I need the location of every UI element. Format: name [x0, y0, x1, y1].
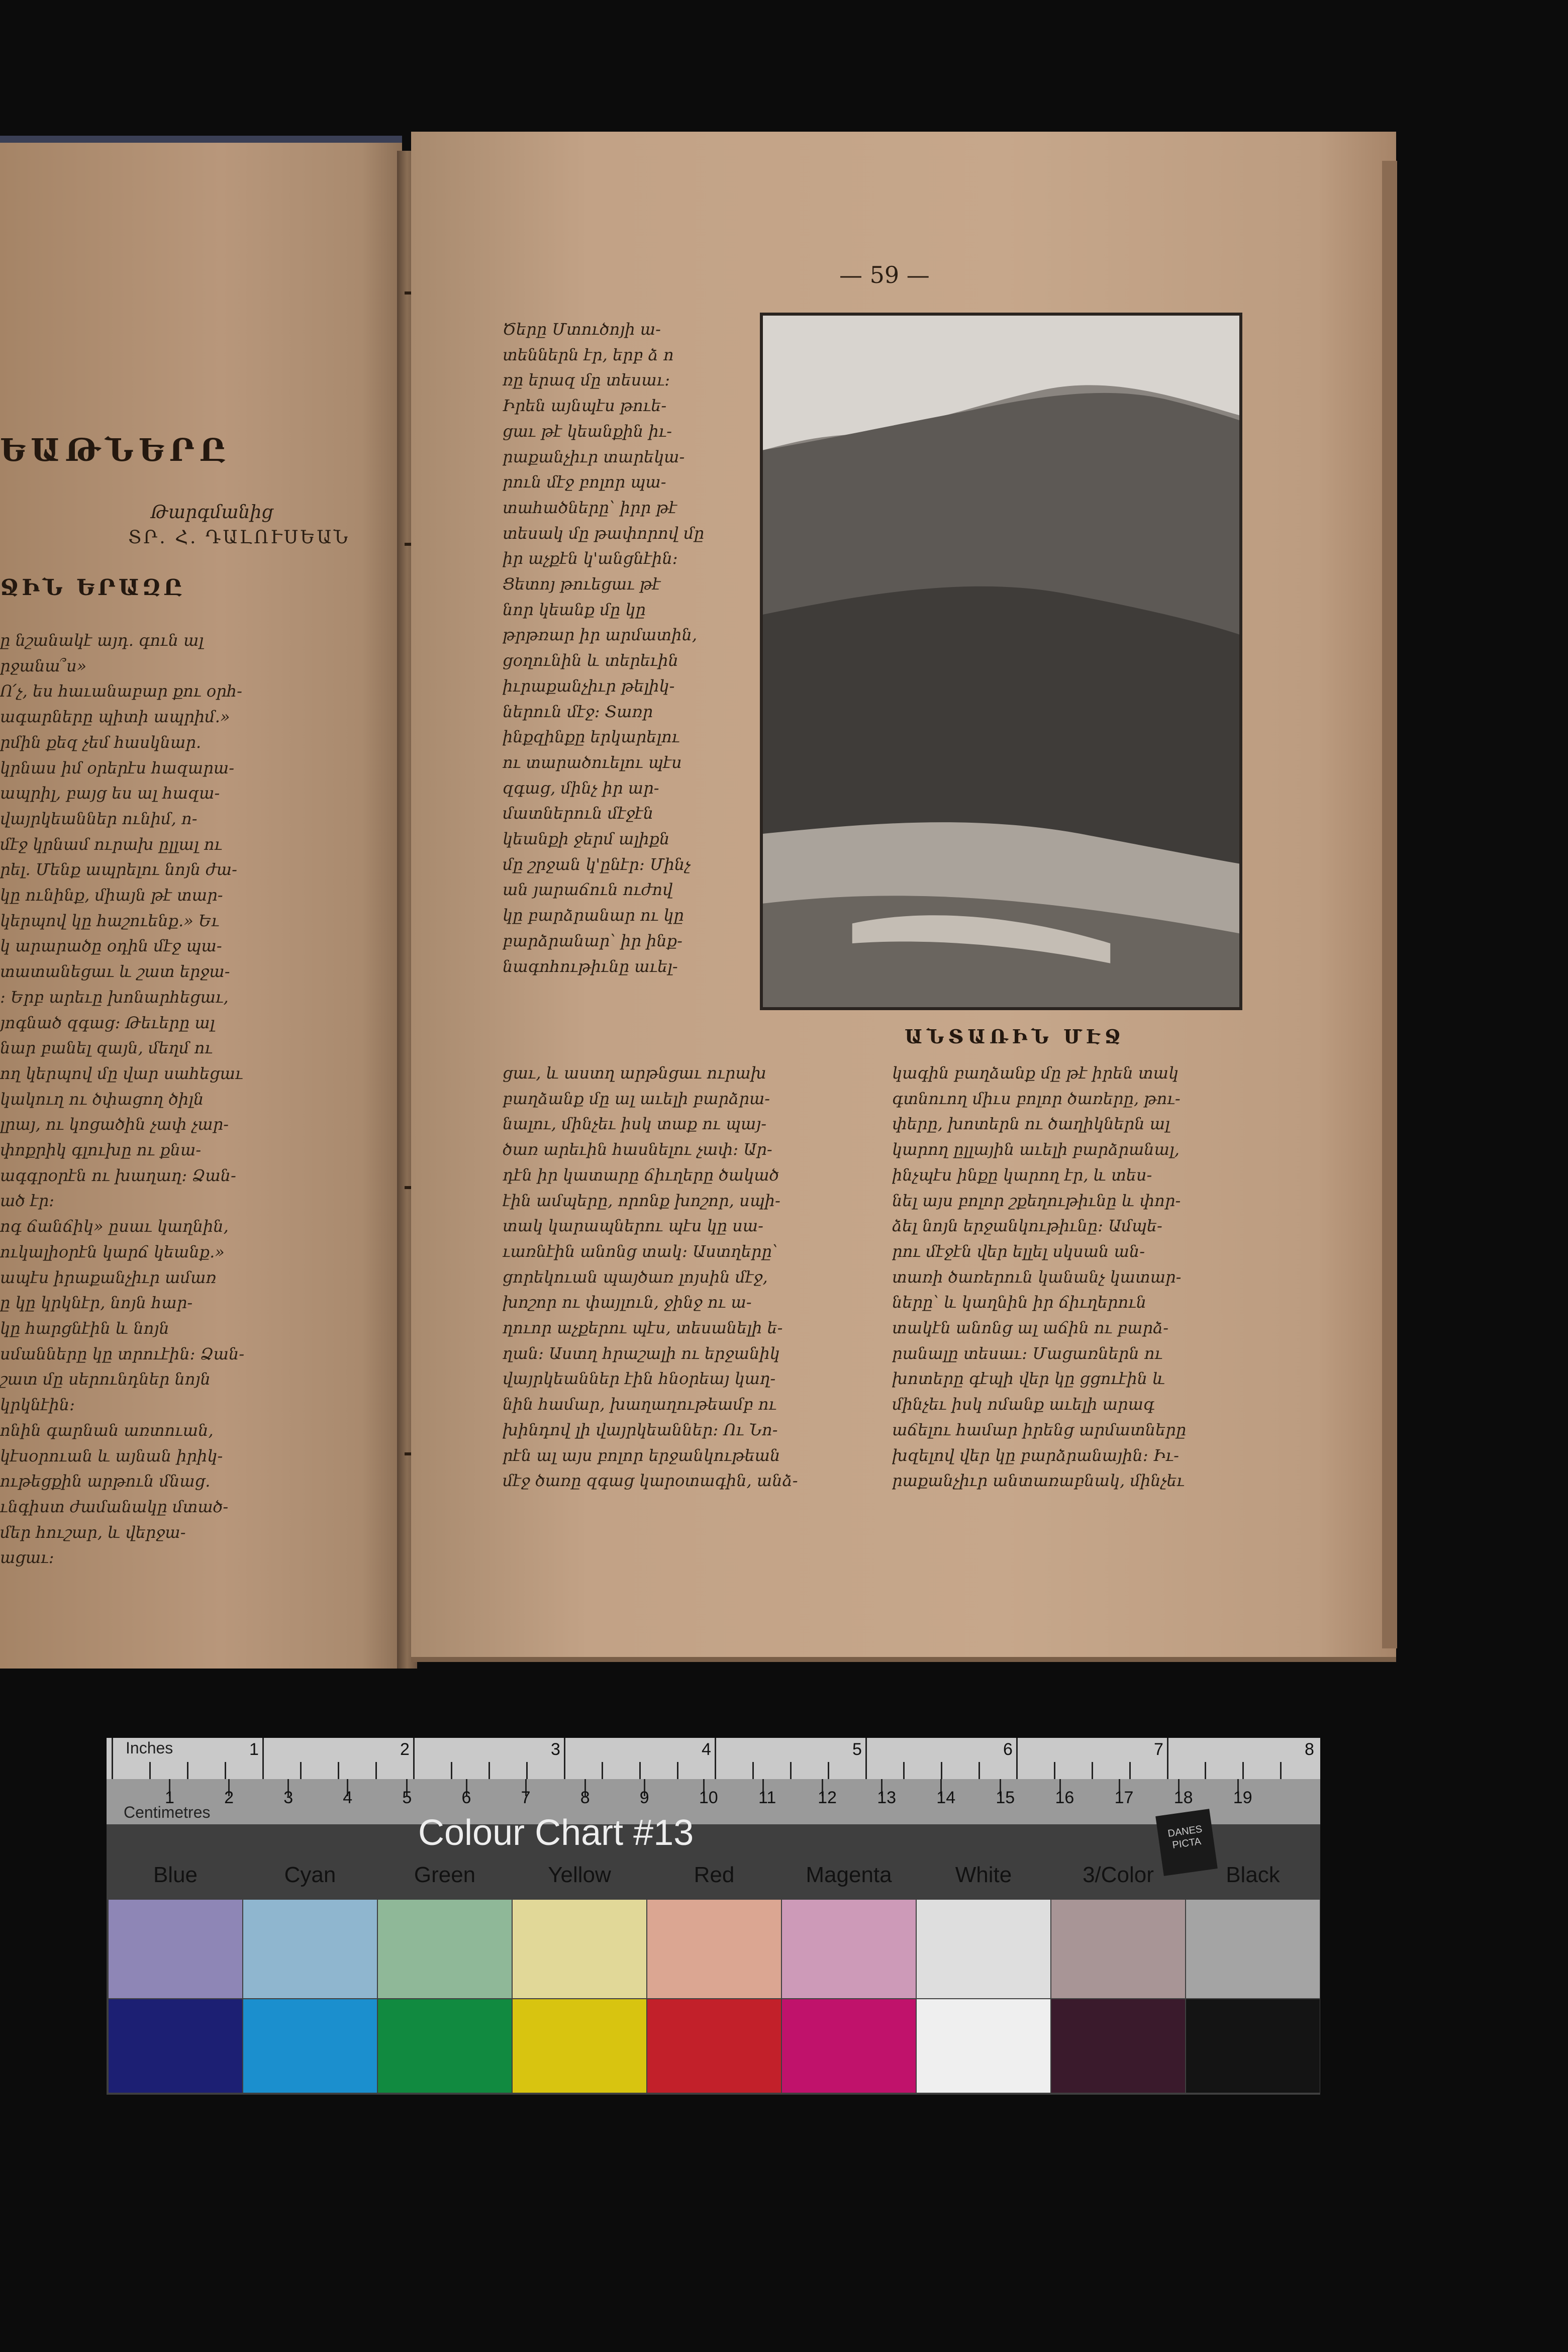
- text-line: մեր հուշար, և վերջա-: [0, 1522, 186, 1542]
- text-line: կակուղ ու ծփացող ծիլն: [0, 1089, 204, 1109]
- ruler-tick: [1167, 1738, 1168, 1779]
- text-line: ցօղունին և տերեւին: [503, 651, 678, 670]
- cm-number: 5: [402, 1788, 412, 1807]
- text-line: տեններն էր, երբ ձ ո: [503, 345, 674, 364]
- text-line: ու տարածուելու պէս: [503, 752, 682, 772]
- middle-text-column: [503, 317, 754, 979]
- text-line: գտնուող միւս բոլոր ծառերը, թու-: [892, 1089, 1181, 1108]
- text-line: տահածները՝ իրր թէ: [503, 498, 677, 517]
- swatch-label: White: [955, 1863, 1012, 1887]
- ruler-tick: [338, 1762, 339, 1779]
- left-page: [0, 136, 402, 1669]
- inch-number: 8: [1305, 1740, 1314, 1759]
- ruler-tick: [488, 1762, 490, 1779]
- cm-number: 11: [758, 1788, 776, 1807]
- swatch-dark: [917, 1999, 1050, 2093]
- text-line: ։ Երբ արեւը խոնարհեցաւ,: [0, 987, 229, 1007]
- swatch-label: Green: [414, 1863, 476, 1887]
- text-line: Ցետոյ թուեցաւ թէ: [503, 574, 661, 594]
- swatch-dark: [782, 1999, 916, 2093]
- swatch-label: Black: [1226, 1863, 1280, 1887]
- swatch-light: [782, 1900, 916, 1998]
- section-subheading: ՋԻՆ ԵՐԱԶԸ: [0, 575, 185, 601]
- text-line: ցաւ թէ կեանքին իւ-: [503, 421, 672, 441]
- text-line: թրթռար իր արմատին,: [503, 625, 697, 645]
- swatch-light: [513, 1900, 646, 1998]
- text-line: րու մէջէն վեր ելլել սկսան ան-: [892, 1241, 1145, 1261]
- ruler-tick: [941, 1762, 942, 1779]
- text-line: ւնգիստ ժամանակը մտած-: [0, 1497, 229, 1516]
- text-line: նել այս բոլոր շքեղութիւնը և փոր-: [892, 1191, 1181, 1210]
- chapter-heading: ԵԱԹՆԵՐԸ: [0, 432, 231, 468]
- text-line: կը հարցնէին և նոյն: [0, 1318, 169, 1338]
- cm-number: 12: [818, 1788, 837, 1807]
- cm-number: 3: [283, 1788, 293, 1807]
- text-line: ցորեկուան պայծառ լոյսին մէջ,: [503, 1267, 768, 1287]
- text-line: ոգ ճանճիկ» ըսաւ կաղնին,: [0, 1217, 229, 1236]
- text-line: փերը, խոտերն ու ծաղիկներն ալ: [892, 1114, 1170, 1134]
- text-line: տառի ծառերուն կանանչ կատար-: [892, 1267, 1182, 1287]
- text-line: ած էր։: [0, 1191, 54, 1211]
- text-line: ինքզինքը երկարելու: [503, 727, 680, 747]
- inch-number: 5: [852, 1740, 862, 1759]
- text-line: վայրկեաններ ունիմ, ո-: [0, 809, 198, 828]
- left-text-column: [0, 628, 312, 1571]
- text-line: ը կը կրկնէր, նոյն հար-: [0, 1293, 193, 1313]
- text-line: ձել նոյն երջանկութիւնը։ Ամպե-: [892, 1216, 1162, 1236]
- text-line: ները՝ և կաղնին իր ճիւղերուն: [892, 1293, 1147, 1312]
- cm-number: 9: [639, 1788, 649, 1807]
- text-line: տեսակ մը թափորով մը: [503, 523, 705, 543]
- text-line: նալու, մինչեւ իսկ տաք ու պայ-: [503, 1114, 767, 1134]
- ruler-tick: [1242, 1762, 1244, 1779]
- cm-number: 1: [165, 1788, 174, 1807]
- ruler-tick: [1016, 1738, 1018, 1779]
- text-line: րաքանչիւր տարեկա-: [503, 447, 685, 466]
- photo-caption: ԱՆՏԱՌԻՆ ՄԷՋ: [905, 1025, 1125, 1048]
- text-line: դէն իր կատարը ճիւղերը ծակած: [503, 1165, 779, 1185]
- brand-logo: DANES PICTA: [1155, 1809, 1218, 1876]
- swatch-label: Cyan: [284, 1863, 336, 1887]
- text-line: իր աչքէն կ'անցնէին։: [503, 549, 678, 568]
- text-line: մը շրջան կ'ընէր։ Մինչ: [503, 854, 691, 874]
- cm-number: 15: [996, 1788, 1015, 1807]
- swatch-label: Yellow: [548, 1863, 611, 1887]
- text-line: րանալը տեսաւ։ Մացառներն ու: [892, 1343, 1163, 1363]
- text-line: կը ունինք, միայն թէ տար-: [0, 886, 223, 905]
- text-line: ղուոր աչքերու պէս, տեսանելի ե-: [503, 1318, 783, 1338]
- colour-chart: [107, 1738, 1320, 2095]
- text-line: րմին քեզ չեմ հասկնար.: [0, 732, 202, 752]
- text-line: մատներուն մէջէն: [503, 804, 654, 823]
- swatch-label: Magenta: [806, 1863, 892, 1887]
- inch-number: 1: [249, 1740, 259, 1759]
- text-line: ապէս իրաքանչիւր ամառ: [0, 1267, 217, 1287]
- ruler-tick: [677, 1762, 678, 1779]
- text-line: բաղձանք մը ալ աւելի բարձրա-: [503, 1089, 770, 1108]
- swatch-dark: [378, 1999, 512, 2093]
- text-line: խինդով լի վայրկեաններ։ Ու Նո-: [503, 1420, 778, 1439]
- text-line: լրայ, ու կոցածին չափ չար-: [0, 1115, 229, 1134]
- swatch-light: [647, 1900, 781, 1998]
- text-line: ապրիլ, բայց ես ալ հազա-: [0, 783, 220, 803]
- swatch-light: [1051, 1900, 1185, 1998]
- cm-number: 7: [521, 1788, 531, 1807]
- text-line: կրնաս իմ օրերէս հազարա-: [0, 758, 235, 777]
- ruler-tick: [602, 1762, 603, 1779]
- text-line: փոքրիկ գլուխը ու քնա-: [0, 1140, 202, 1160]
- cm-number: 14: [936, 1788, 956, 1807]
- text-line: Ո՛չ, ես հաւանաբար քու օրհ-: [0, 681, 242, 701]
- text-line: ոնին գարնան առտուան,: [0, 1420, 214, 1440]
- ruler-tick: [1205, 1762, 1206, 1779]
- text-line: կեանքի ջերմ ալիքն: [503, 829, 670, 849]
- swatch-label: Blue: [153, 1863, 198, 1887]
- text-line: զգաց, մինչ իր ար-: [503, 778, 659, 798]
- ruler-tick: [715, 1738, 716, 1779]
- text-line: իւրաքանչիւր թելիկ-: [503, 676, 675, 696]
- inch-number: 4: [702, 1740, 711, 1759]
- swatch-label: 3/Color: [1083, 1863, 1154, 1887]
- ruler-tick: [149, 1762, 151, 1779]
- text-line: ծառ արեւին հասնելու չափ։ Ար-: [503, 1140, 772, 1159]
- swatch-label: Red: [694, 1863, 735, 1887]
- swatch-light: [378, 1900, 512, 1998]
- ruler-tick: [1092, 1762, 1093, 1779]
- inch-number: 7: [1154, 1740, 1163, 1759]
- inch-ruler: [107, 1738, 1320, 1779]
- text-line: կ արարածը օդին մէջ պա-: [0, 936, 222, 956]
- text-line: րուն մէջ բոլոր պա-: [503, 472, 666, 492]
- translator-name: ՏՐ. Հ. ԴԱԼՈՒՍԵԱՆ: [128, 527, 350, 548]
- swatch-dark: [1186, 1999, 1320, 2093]
- text-line: ը նշանակէ այդ. գուն ալ: [0, 631, 204, 650]
- cm-number: 13: [877, 1788, 897, 1807]
- inch-number: 6: [1003, 1740, 1013, 1759]
- cm-number: 16: [1055, 1788, 1074, 1807]
- text-line: տակէն անոնց ալ աճին ու բարձ-: [892, 1318, 1169, 1338]
- chart-title: Colour Chart #13: [418, 1813, 694, 1853]
- text-line: մինչեւ իսկ ոմանք աւելի արագ: [892, 1395, 1155, 1414]
- text-line: րջանա՞ս»: [0, 656, 87, 675]
- bottom-right-text-column: [892, 1060, 1264, 1494]
- text-line: ան յարաճուն ուժով: [503, 880, 673, 900]
- swatch-dark: [647, 1999, 781, 2093]
- ruler-tick: [300, 1762, 302, 1779]
- ruler-tick: [1129, 1762, 1131, 1779]
- text-line: սմանները կը տրուէին։ Ձան-: [0, 1344, 245, 1363]
- text-line: խոշոր ու փայլուն, ջինջ ու ա-: [503, 1293, 752, 1312]
- text-line: շատ մը սերունդներ նոյն: [0, 1369, 211, 1389]
- text-line: խզելով վեր կը բարձրանային։ Իւ-: [892, 1445, 1179, 1465]
- text-line: րէն ալ այս բոլոր երջանկութեան: [503, 1445, 780, 1465]
- text-line: ութեցքին արթուն մնաց.: [0, 1472, 211, 1491]
- text-line: էին ամպերը, որոնք խոշոր, սպի-: [503, 1191, 780, 1210]
- text-line: ւառնէին անոնց տակ։ Աստղերը՝: [503, 1241, 778, 1261]
- ruler-tick: [375, 1762, 377, 1779]
- text-line: ինչպէս ինքը կարող էր, և տես-: [892, 1165, 1152, 1185]
- text-line: կարող ըլլային աւելի բարձրանալ,: [892, 1140, 1180, 1159]
- centimetres-label: Centimetres: [124, 1803, 211, 1821]
- ruler-tick: [526, 1762, 528, 1779]
- text-line: տակ կարապներու պէս կը սա-: [503, 1216, 763, 1236]
- ruler-tick: [639, 1762, 641, 1779]
- text-line: րել. Մենք ապրելու նոյն ժա-: [0, 860, 237, 879]
- cm-number: 6: [461, 1788, 471, 1807]
- ruler-tick: [187, 1762, 188, 1779]
- text-line: կէսօրուան և այնան իրիկ-: [0, 1446, 223, 1465]
- text-line: տատանեցաւ և շատ երջա-: [0, 962, 230, 982]
- translator-label: Թարգմանից: [151, 502, 273, 523]
- ruler-tick: [790, 1762, 792, 1779]
- forest-photo: [760, 313, 1242, 1010]
- text-line: նոր կեանք մը կը: [503, 600, 646, 619]
- text-line: մէջ կրնամ ուրախ ըլլալ ու: [0, 834, 223, 854]
- text-line: ղան։ Աստղ հրաշալի ու երջանիկ: [503, 1343, 780, 1363]
- text-line: յոգնած զգաց։ Թեւերը ալ: [0, 1013, 215, 1032]
- cm-number: 4: [343, 1788, 353, 1807]
- page-number: — 59 —: [839, 261, 930, 288]
- ruler-tick: [865, 1738, 867, 1779]
- ruler-tick: [752, 1762, 754, 1779]
- text-line: ագգրօրէն ու խաղաղ։ Ձան-: [0, 1165, 236, 1185]
- swatch-dark: [109, 1999, 242, 2093]
- text-line: կերպով կը հաշուենք.» Եւ: [0, 911, 220, 930]
- text-line: վայրկեաններ էին հնօրեայ կաղ-: [503, 1369, 776, 1389]
- swatch-dark: [1051, 1999, 1185, 2093]
- swatch-light: [243, 1900, 377, 1998]
- ruler-tick: [112, 1738, 113, 1779]
- text-line: մէջ ծառը զգաց կարօտագին, անձ-: [503, 1471, 798, 1491]
- ruler-tick: [451, 1762, 452, 1779]
- text-line: աճելու համար իրենց արմատները: [892, 1420, 1187, 1439]
- swatch-dark: [243, 1999, 377, 2093]
- cm-number: 2: [224, 1788, 234, 1807]
- text-line: ցաւ, և աստղ արթնցաւ ուրախ: [503, 1063, 766, 1083]
- text-line: խոտերը գէպի վեր կը ցցուէին և: [892, 1369, 1165, 1389]
- cm-number: 8: [580, 1788, 590, 1807]
- ruler-tick: [903, 1762, 905, 1779]
- text-line: կագին բաղձանք մը թէ իրեն տակ: [892, 1063, 1179, 1083]
- text-line: նար բանել զայն, մեղմ ու: [0, 1038, 213, 1058]
- ruler-tick: [262, 1738, 264, 1779]
- swatch-light: [1186, 1900, 1320, 1998]
- ruler-tick: [978, 1762, 980, 1779]
- ruler-tick: [1280, 1762, 1282, 1779]
- inches-label: Inches: [126, 1739, 173, 1757]
- text-line: րաքանչիւր անտառաբնակ, մինչեւ: [892, 1471, 1185, 1491]
- swatch-light: [109, 1900, 242, 1998]
- text-line: ռը երազ մը տեսաւ։: [503, 370, 670, 390]
- text-line: բարձրանար՝ իր ինք-: [503, 931, 682, 950]
- ruler-tick: [564, 1738, 565, 1779]
- cm-number: 10: [699, 1788, 718, 1807]
- bottom-left-text-column: [503, 1060, 869, 1494]
- inch-number: 2: [400, 1740, 410, 1759]
- text-line: կրկնէին։: [0, 1395, 75, 1415]
- ruler-tick: [413, 1738, 415, 1779]
- text-line: նագոհութիւնը աւել-: [503, 956, 678, 976]
- swatch-light: [917, 1900, 1050, 1998]
- text-line: Ծերը Մտուծոյի ա-: [503, 320, 661, 339]
- text-line: ագարները պիտի ապրիմ.»: [0, 707, 230, 727]
- ruler-tick: [828, 1762, 829, 1779]
- text-line: ներուն մէջ։ Տառր: [503, 702, 653, 721]
- ruler-tick: [1054, 1762, 1055, 1779]
- ruler-tick: [225, 1762, 226, 1779]
- cm-number: 19: [1233, 1788, 1252, 1807]
- text-line: Իրեն այնպէս թուե-: [503, 396, 667, 416]
- text-line: կը բարձրանար ու կը: [503, 906, 684, 925]
- swatch-dark: [513, 1999, 646, 2093]
- inch-number: 3: [551, 1740, 560, 1759]
- page-edge: [1382, 161, 1397, 1648]
- text-line: ող կերպով մը վար սահեցաւ: [0, 1063, 243, 1083]
- text-line: ացաւ։: [0, 1548, 54, 1567]
- cm-number: 17: [1114, 1788, 1134, 1807]
- cm-number: 18: [1173, 1788, 1193, 1807]
- text-line: նին համար, խաղաղութեամբ ու: [503, 1395, 777, 1414]
- text-line: ուկալիօրէն կարճ կեանք.»: [0, 1242, 225, 1261]
